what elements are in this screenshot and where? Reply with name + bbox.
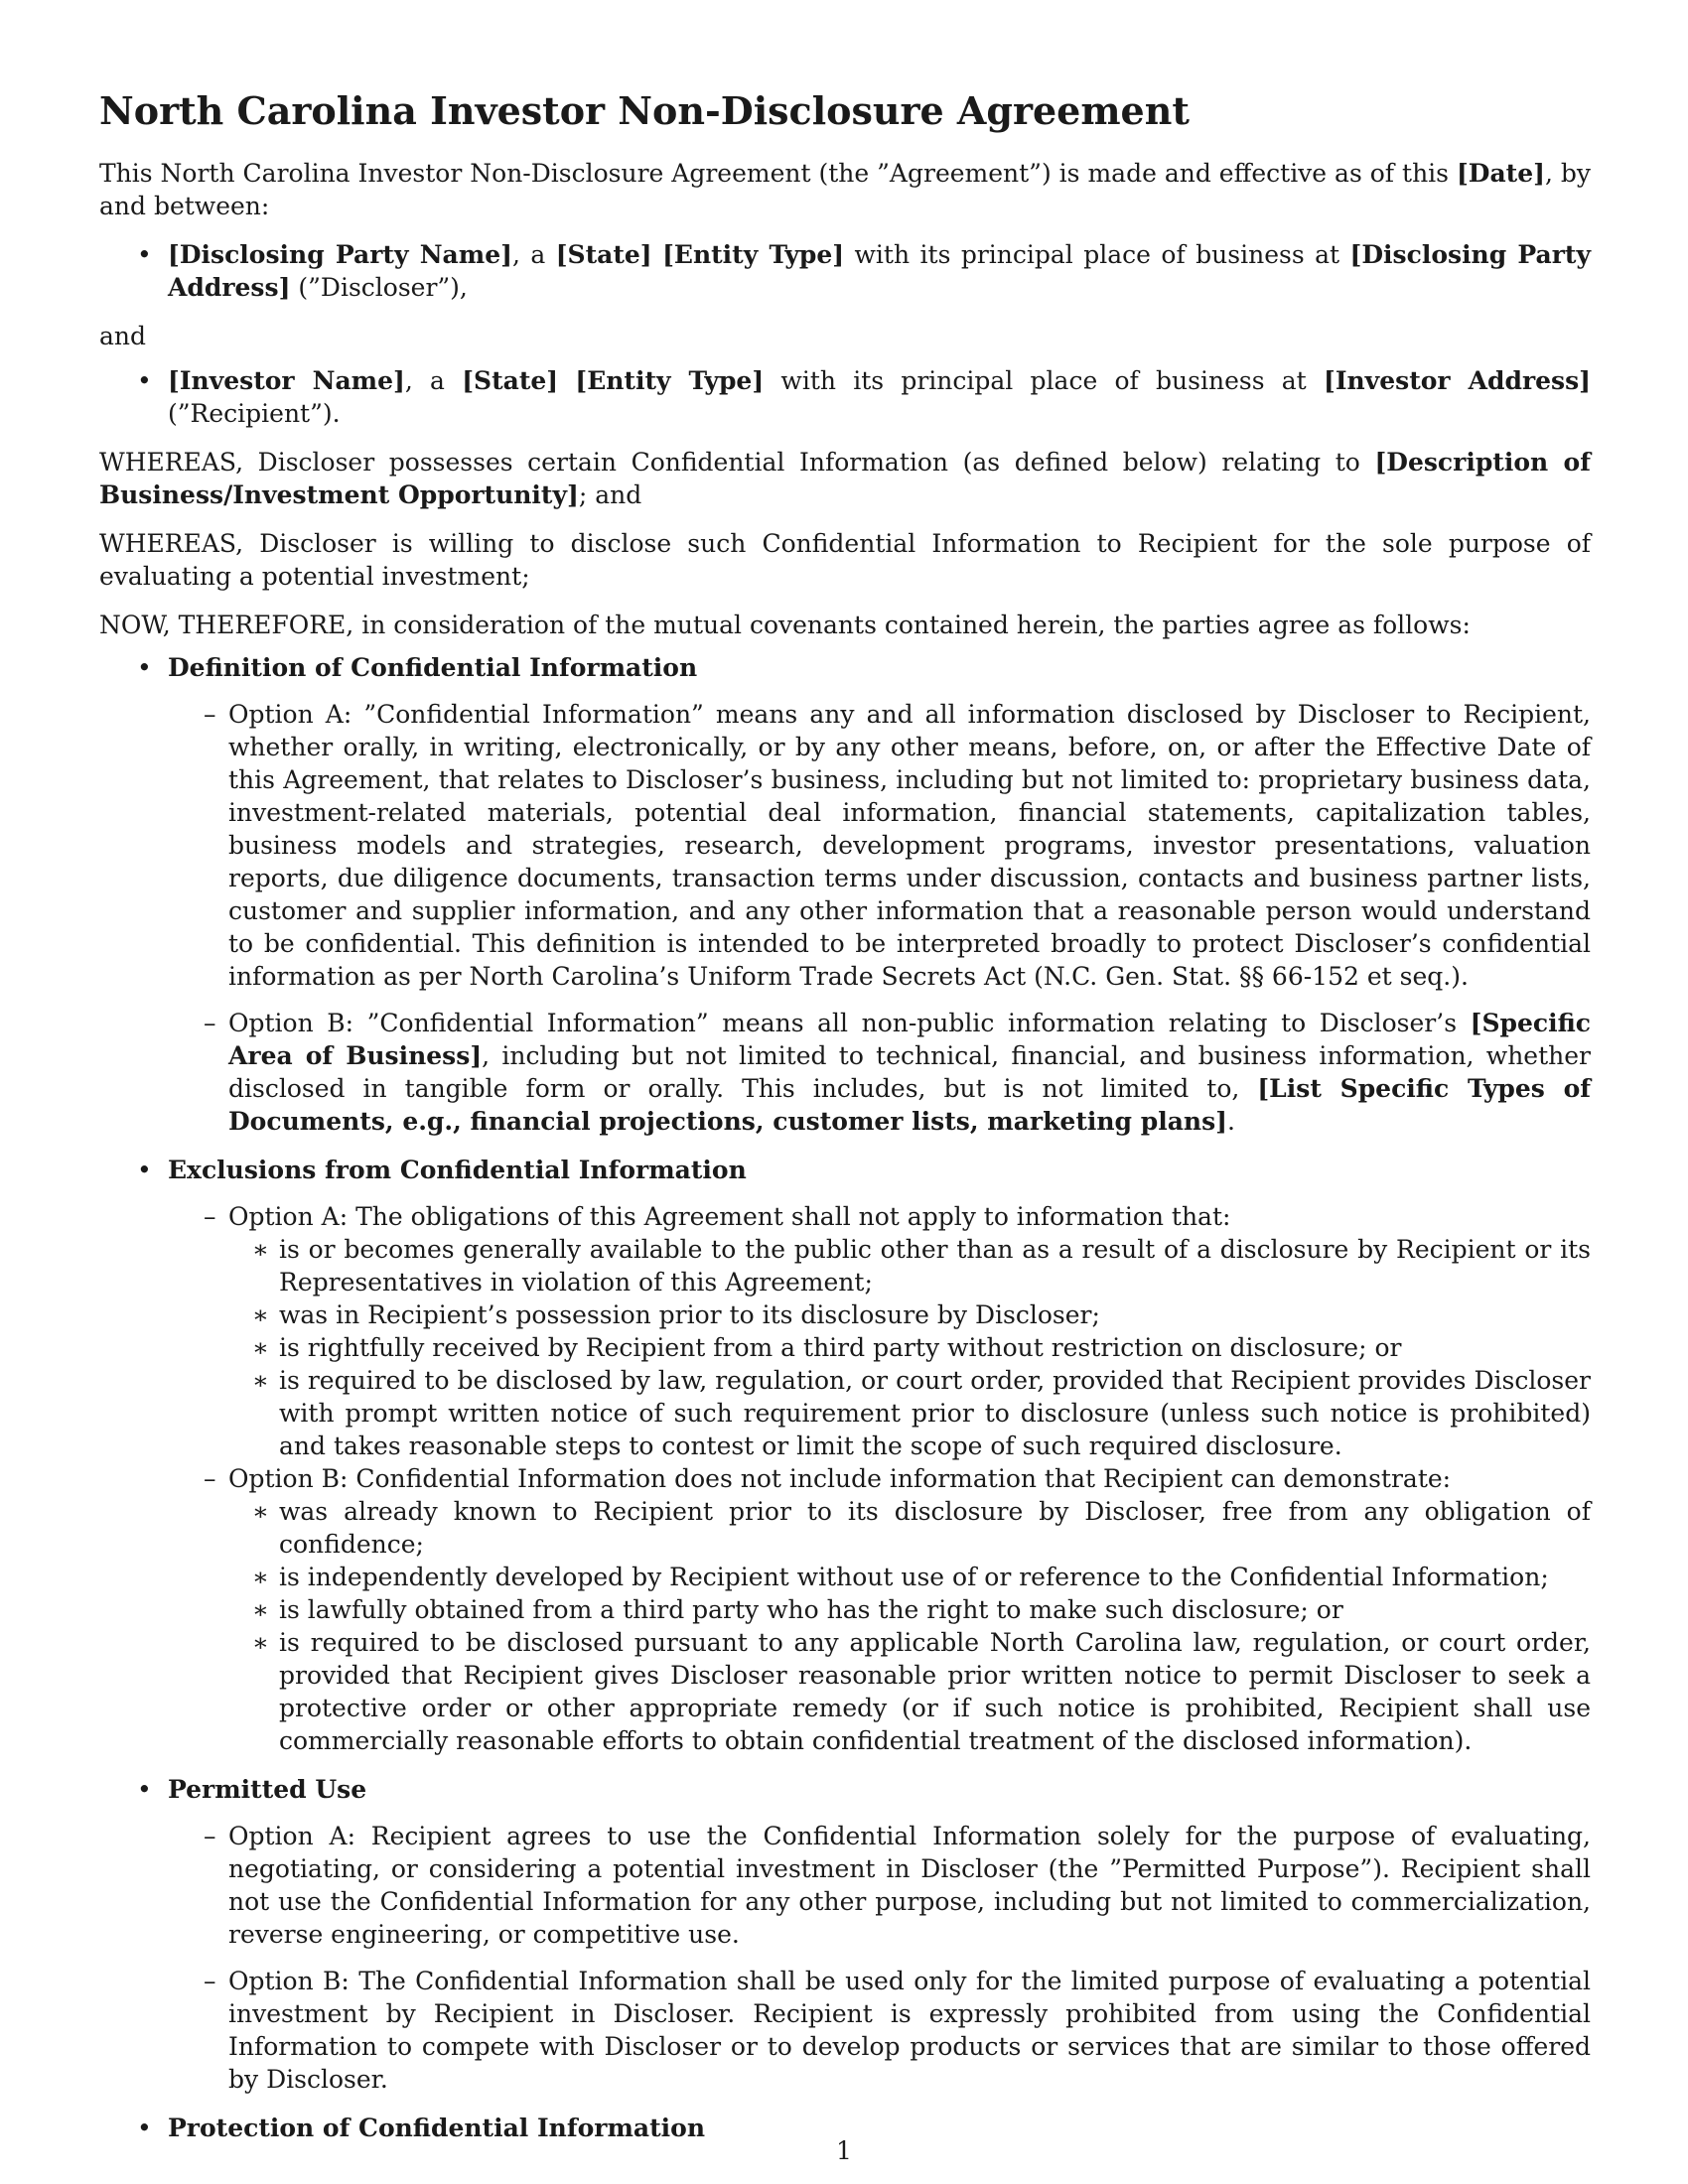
list-item: ∗ is rightfully received by Recipient from a third party without restriction on disclosure; or xyxy=(228,1331,1591,1364)
definition-option-a: – Option A: ”Confidential Information” means any and all information disclosed by Discloser to Recipient, whether orally, in writing, electronically, or by any other means, before, on, or after the Effective Date of this Agreement, that relates to Discloser’s business, including but not limited to: proprietary business data, investment-related materials, potential deal information, financial statements, capitalization tables, business models and strategies, research, development programs, investor presentations, valuation reports, due diligence documents, transaction terms under discussion, contacts and business partner lists, customer and supplier information, and any other information that a reasonable person would understand to be confidential. This definition is intended to be interpreted broadly to protect Discloser’s confidential information as per North Carolina’s Uniform Trade Secrets Act (N.C. Gen. Stat. §§ 66-152 et seq.). xyxy=(168,698,1591,993)
section-permitted-use xyxy=(99,1773,1591,2096)
document-title: North Carolina Investor Non-Disclosure Agreement xyxy=(99,88,1190,133)
party-list-1 xyxy=(99,238,1591,304)
section-definition xyxy=(99,651,1591,1138)
section-title: • Exclusions from Confidential Information xyxy=(168,1156,747,1184)
list-item: ∗ is required to be disclosed by law, regulation, or court order, provided that Recipient provides Discloser with prompt written notice of such requirement prior to disclosure (unless such notice is prohibited) and takes reasonable steps to contest or limit the scope of such required disclosure. xyxy=(228,1364,1591,1462)
permitted-use-option-a: – Option A: Recipient agrees to use the Confidential Information solely for the purpose of evaluating, negotiating, or considering a potential investment in Discloser (the ”Permitted Purpose”). Recipient shall not use the Confidential Information for any other purpose, including but not limited to commercialization, reverse engineering, or competitive use. xyxy=(168,1820,1591,1951)
list-item: ∗ is lawfully obtained from a third party who has the right to make such disclosure; or xyxy=(228,1593,1591,1626)
list-item: ∗ was in Recipient’s possession prior to its disclosure by Discloser; xyxy=(228,1298,1591,1331)
section-title: • Definition of Confidential Information xyxy=(168,653,698,682)
document-page xyxy=(99,87,1591,2160)
date-placeholder: [Date] xyxy=(1456,159,1545,188)
exclusions-option-b: – Option B: Confidential Information does not include information that Recipient can demonstrate: ∗ was already known to Recipient prior to its disclosure by Discloser, free from any obligation of confidence; ∗ is independently developed by Recipient without use of or reference to the Confidential Information; ∗ is lawfully obtained from a third party who has the right to make such disclosure; or ∗ is required to be disclosed pursuant to any applicable North Carolina law, regulation, or court order, provided that Recipient gives Discloser reasonable prior written notice to permit Discloser to seek a protective order or other appropriate remedy (or if such notice is prohibited, Recipient shall use commercially reasonable efforts to obtain confidential treatment of the disclosed information). xyxy=(168,1462,1591,1757)
sections-list xyxy=(99,651,1591,2144)
party-discloser: • [Disclosing Party Name], a [State] [Entity Type] with its principal place of business at [Disclosing Party Address] (”Discloser”), xyxy=(99,238,1591,304)
list-item: ∗ was already known to Recipient prior to its disclosure by Discloser, free from any obligation of confidence; xyxy=(228,1495,1591,1561)
section-exclusions xyxy=(99,1154,1591,1757)
list-item: ∗ is required to be disclosed pursuant to any applicable North Carolina law, regulation, or court order, provided that Recipient gives Discloser reasonable prior written notice to permit Discloser to seek a protective order or other appropriate remedy (or if such notice is prohibited, Recipient shall use commercially reasonable efforts to obtain confidential treatment of the disclosed information). xyxy=(228,1626,1591,1757)
definition-option-b: – Option B: ”Confidential Information” means all non-public information relating to Discloser’s [Specific Area of Business], including but not limited to technical, financial, and business information, whether disclosed in tangible form or orally. This includes, but is not limited to, [List Specific Types of Documents, e.g., financial projections, customer lists, marketing plans]. xyxy=(168,1007,1591,1138)
exclusions-option-a: – Option A: The obligations of this Agreement shall not apply to information that: ∗ is or becomes generally available to the public other than as a result of a disclosure by Recipient or its Representatives in violation of this Agreement; ∗ was in Recipient’s possession prior to its disclosure by Discloser; ∗ is rightfully received by Recipient from a third party without restriction on disclosure; or ∗ is required to be disclosed by law, regulation, or court order, provided that Recipient provides Discloser with prompt written notice of such requirement prior to disclosure (unless such notice is prohibited) and takes reasonable steps to contest or limit the scope of such required disclosure. xyxy=(168,1200,1591,1462)
intro-paragraph: This North Carolina Investor Non-Disclosure Agreement (the ”Agreement”) is made and effective as of this [Date], by and between: xyxy=(99,159,1591,220)
now-therefore: NOW, THEREFORE, in consideration of the mutual covenants contained herein, the parties agree as follows: xyxy=(99,611,1471,639)
whereas-2: WHEREAS, Discloser is willing to disclose such Confidential Information to Recipient for the sole purpose of evaluating a potential investment; xyxy=(99,529,1591,591)
section-title: • Protection of Confidential Information xyxy=(168,2114,706,2142)
whereas-1: WHEREAS, Discloser possesses certain Confidential Information (as defined below) relating to [Description of Business/Investment Opportunity]; and xyxy=(99,448,1591,509)
party-list-2 xyxy=(99,364,1591,430)
party-recipient: • [Investor Name], a [State] [Entity Type] with its principal place of business at [Investor Address] (”Recipient”). xyxy=(99,364,1591,430)
and-text: and xyxy=(99,322,147,350)
page-number: 1 xyxy=(836,2136,852,2165)
section-title: • Permitted Use xyxy=(168,1775,367,1804)
permitted-use-option-b: – Option B: The Confidential Information shall be used only for the limited purpose of evaluating a potential investment by Recipient in Discloser. Recipient is expressly prohibited from using the Confidential Information to compete with Discloser or to develop products or services that are similar to those offered by Discloser. xyxy=(168,1965,1591,2096)
list-item: ∗ is or becomes generally available to the public other than as a result of a disclosure by Recipient or its Representatives in violation of this Agreement; xyxy=(228,1233,1591,1298)
list-item: ∗ is independently developed by Recipient without use of or reference to the Confidential Information; xyxy=(228,1561,1591,1593)
